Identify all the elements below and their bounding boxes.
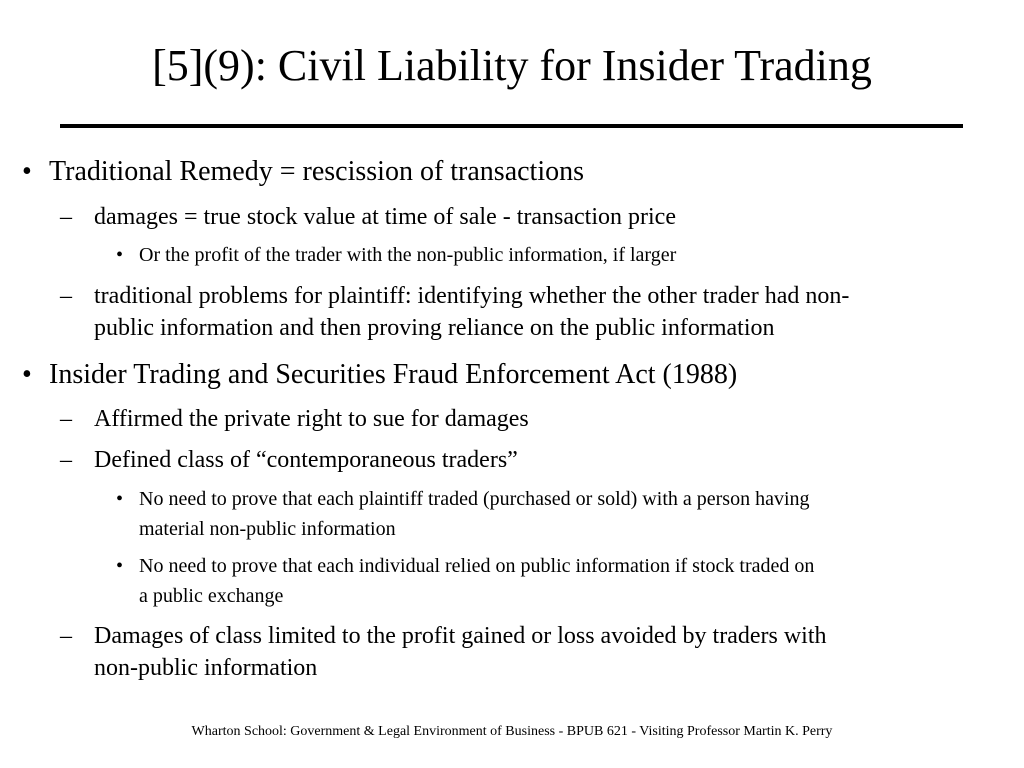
slide-footer: Wharton School: Government & Legal Environment of Business - BPUB 621 - Visiting Professor Martin K. Perry (191, 724, 833, 739)
dash-marker: – (60, 447, 72, 473)
bullet-marker: • (22, 156, 32, 187)
slide-title: [5](9): Civil Liability for Insider Trading (152, 41, 872, 90)
subsubbullet-no-need-relied-line2: a public exchange (139, 585, 284, 607)
subbullet-defined-class: Defined class of “contemporaneous traders” (94, 447, 518, 473)
subbullet-damages-of-class-line1: Damages of class limited to the profit gained or loss avoided by traders with (94, 623, 827, 649)
bullet-marker: • (116, 555, 124, 577)
subsubbullet-no-need-traded-line2: material non-public information (139, 518, 396, 540)
subsubbullet-trader-profit: Or the profit of the trader with the non-public information, if larger (139, 244, 677, 266)
dash-marker: – (60, 623, 72, 649)
subbullet-damages-of-class-line2: non-public information (94, 655, 318, 681)
subbullet-traditional-problems-line1: traditional problems for plaintiff: identifying whether the other trader had non- (94, 283, 850, 309)
dash-marker: – (60, 406, 72, 432)
bullet-traditional-remedy: Traditional Remedy = rescission of transactions (49, 156, 585, 187)
bullet-marker: • (116, 244, 124, 266)
subbullet-traditional-problems-line2: public information and then proving reliance on the public information (94, 315, 775, 341)
bullet-marker: • (22, 359, 32, 390)
subbullet-affirmed-right: Affirmed the private right to sue for damages (94, 406, 529, 432)
subbullet-damages: damages = true stock value at time of sale - transaction price (94, 204, 676, 230)
subsubbullet-no-need-relied-line1: No need to prove that each individual relied on public information if stock traded on (139, 555, 815, 577)
bullet-marker: • (116, 488, 124, 510)
dash-marker: – (60, 283, 72, 309)
subsubbullet-no-need-traded-line1: No need to prove that each plaintiff traded (purchased or sold) with a person having (139, 488, 810, 510)
bullet-insider-trading-act: Insider Trading and Securities Fraud Enforcement Act (1988) (49, 359, 738, 390)
dash-marker: – (60, 204, 72, 230)
